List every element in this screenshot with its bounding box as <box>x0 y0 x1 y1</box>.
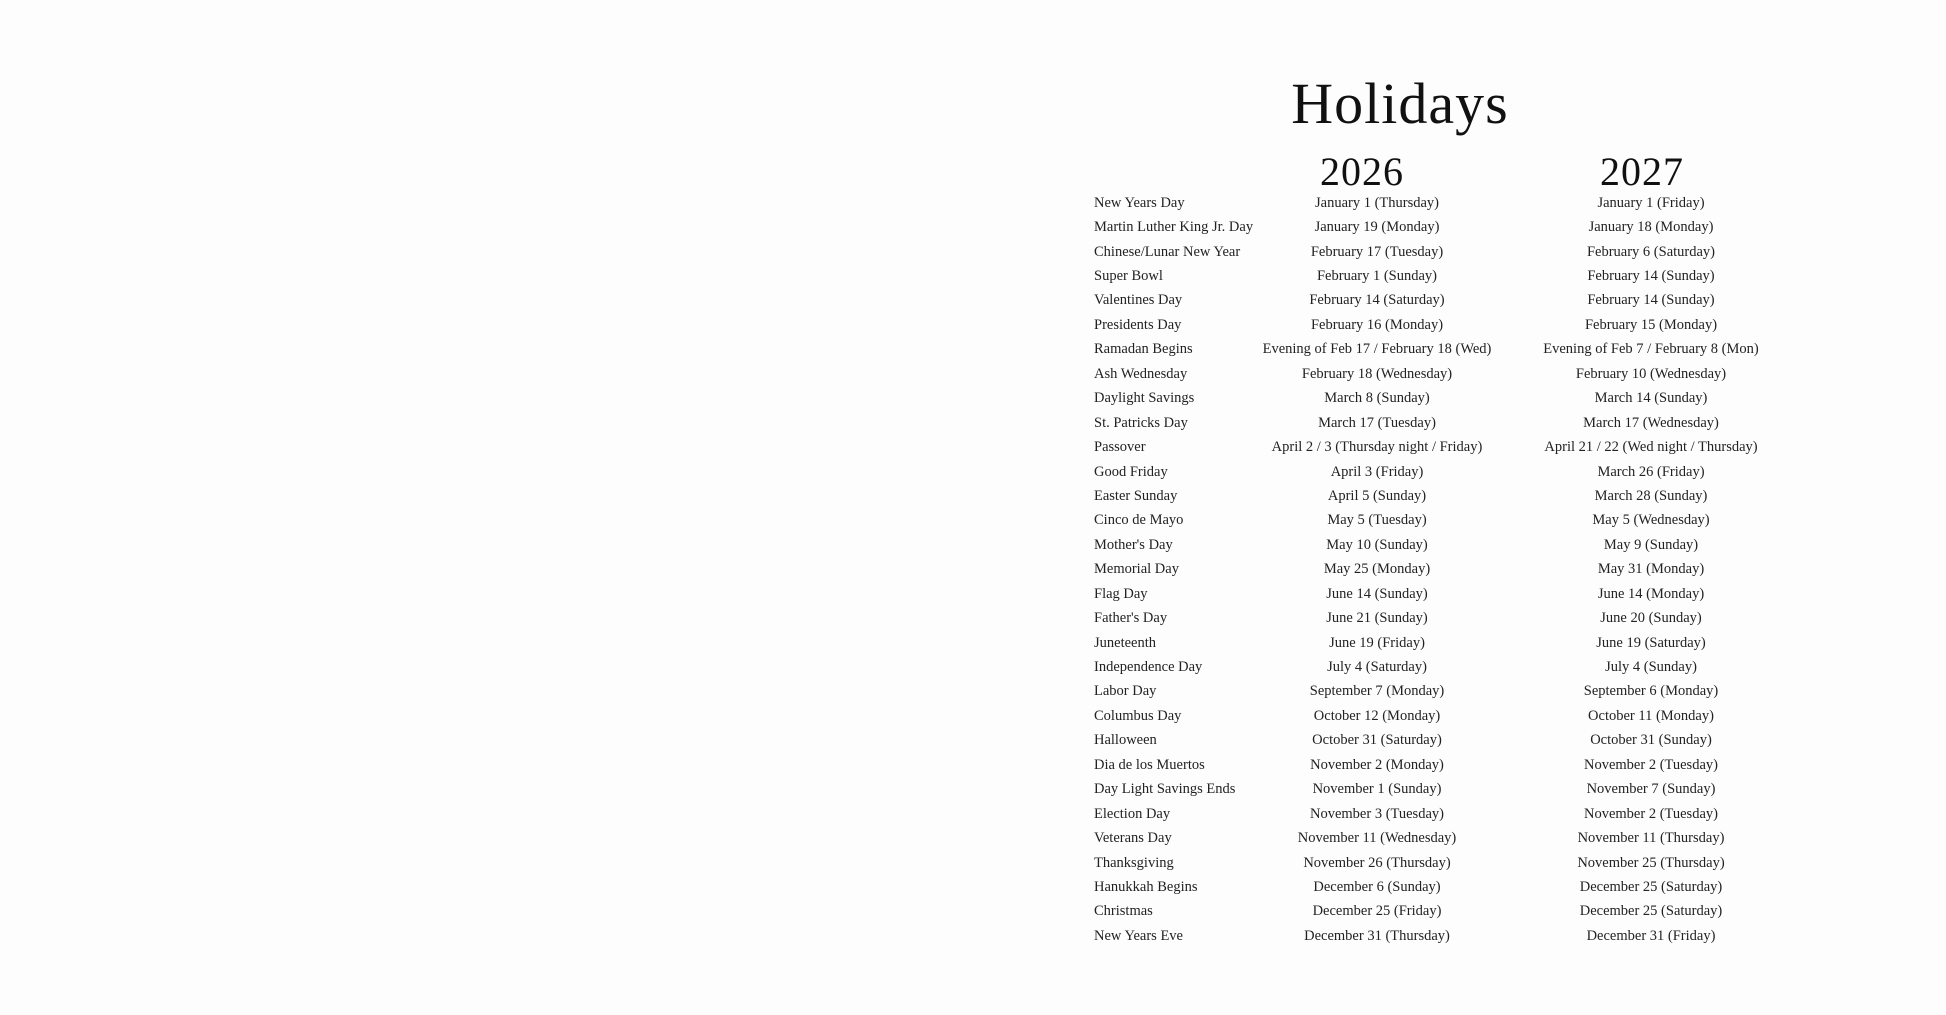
holiday-name: Chinese/Lunar New Year <box>1094 243 1241 260</box>
holiday-name: Memorial Day <box>1094 561 1179 578</box>
holiday-row <box>1094 826 1794 850</box>
holiday-name: Passover <box>1094 439 1146 456</box>
holiday-row <box>1094 778 1794 802</box>
holiday-date-2027: October 31 (Sunday) <box>1590 732 1712 749</box>
holiday-name: Thanksgiving <box>1094 854 1174 871</box>
holiday-date-2026: June 14 (Sunday) <box>1326 585 1428 602</box>
holiday-date-2027: February 10 (Wednesday) <box>1575 365 1727 382</box>
holiday-name: Martin Luther King Jr. Day <box>1094 219 1254 236</box>
holiday-row <box>1094 411 1794 435</box>
holiday-row <box>1094 338 1794 362</box>
holiday-date-2027: January 18 (Monday) <box>1588 219 1714 236</box>
holiday-date-2026: February 14 (Saturday) <box>1309 292 1445 309</box>
holiday-row <box>1094 631 1794 655</box>
holiday-row <box>1094 264 1794 288</box>
holiday-name: Halloween <box>1094 732 1157 749</box>
holiday-date-2027: June 20 (Sunday) <box>1600 610 1702 627</box>
holiday-row <box>1094 900 1794 924</box>
holiday-date-2027: November 7 (Sunday) <box>1586 781 1716 798</box>
holiday-date-2027: February 14 (Sunday) <box>1587 292 1715 309</box>
holiday-name: Valentines Day <box>1094 292 1183 309</box>
holiday-row <box>1094 533 1794 557</box>
holiday-name: Ramadan Begins <box>1094 341 1193 358</box>
page-title: Holidays <box>1291 71 1509 136</box>
holiday-date-2027: March 26 (Friday) <box>1597 463 1705 480</box>
holiday-name: Ash Wednesday <box>1094 365 1188 382</box>
holiday-row <box>1094 802 1794 826</box>
holiday-row <box>1094 460 1794 484</box>
holiday-row <box>1094 313 1794 337</box>
holiday-date-2027: February 15 (Monday) <box>1584 316 1718 333</box>
holiday-name: Christmas <box>1094 903 1153 920</box>
holiday-date-2026: April 2 / 3 (Thursday night / Friday) <box>1271 439 1483 456</box>
holiday-row <box>1094 655 1794 679</box>
holiday-date-2027: Evening of Feb 7 / February 8 (Mon) <box>1543 341 1759 358</box>
holiday-name: Day Light Savings Ends <box>1094 781 1236 798</box>
holiday-date-2026: April 3 (Friday) <box>1330 463 1424 480</box>
holiday-date-2026: November 2 (Monday) <box>1310 756 1444 773</box>
holiday-date-2027: November 11 (Thursday) <box>1577 830 1725 847</box>
holiday-name: Super Bowl <box>1094 268 1163 285</box>
holiday-row <box>1094 191 1794 215</box>
holiday-date-2026: November 26 (Thursday) <box>1303 854 1451 871</box>
holiday-date-2026: April 5 (Sunday) <box>1327 487 1427 504</box>
holiday-date-2027: May 31 (Monday) <box>1597 561 1705 578</box>
holiday-date-2026: May 5 (Tuesday) <box>1327 512 1427 529</box>
holiday-date-2026: May 10 (Sunday) <box>1326 536 1428 553</box>
holiday-date-2026: September 7 (Monday) <box>1309 683 1445 700</box>
holiday-date-2026: November 3 (Tuesday) <box>1310 805 1444 822</box>
holiday-name: Labor Day <box>1094 683 1157 700</box>
holiday-row <box>1094 582 1794 606</box>
holiday-row <box>1094 875 1794 899</box>
holiday-row <box>1094 289 1794 313</box>
holiday-row <box>1094 704 1794 728</box>
holiday-date-2026: June 19 (Friday) <box>1329 634 1425 651</box>
holiday-name: Cinco de Mayo <box>1094 512 1184 529</box>
holiday-date-2026: February 16 (Monday) <box>1310 316 1444 333</box>
holiday-name: Election Day <box>1094 805 1171 822</box>
holiday-name: Mother's Day <box>1094 536 1173 553</box>
holiday-name: Veterans Day <box>1094 830 1172 847</box>
holiday-name: Dia de los Muertos <box>1094 756 1205 773</box>
holiday-date-2027: November 2 (Tuesday) <box>1584 805 1718 822</box>
holiday-date-2026: November 11 (Wednesday) <box>1297 830 1457 847</box>
holiday-date-2026: February 17 (Tuesday) <box>1310 243 1444 260</box>
holiday-date-2026: October 31 (Saturday) <box>1312 732 1442 749</box>
holiday-date-2027: March 28 (Sunday) <box>1594 487 1708 504</box>
holiday-date-2027: December 25 (Saturday) <box>1579 903 1723 920</box>
holiday-row <box>1094 680 1794 704</box>
year-heading-2026: 2026 <box>1320 149 1404 194</box>
holiday-date-2026: Evening of Feb 17 / February 18 (Wed) <box>1262 341 1492 358</box>
holiday-date-2026: May 25 (Monday) <box>1323 561 1431 578</box>
holiday-date-2027: June 14 (Monday) <box>1597 585 1705 602</box>
holiday-date-2027: December 25 (Saturday) <box>1579 878 1723 895</box>
holiday-date-2026: February 18 (Wednesday) <box>1301 365 1453 382</box>
holiday-date-2027: November 2 (Tuesday) <box>1584 756 1718 773</box>
holiday-date-2027: April 21 / 22 (Wed night / Thursday) <box>1544 439 1758 456</box>
holiday-date-2027: December 31 (Friday) <box>1586 927 1716 944</box>
holiday-date-2027: May 5 (Wednesday) <box>1592 512 1710 529</box>
holiday-row <box>1094 240 1794 264</box>
holiday-date-2027: November 25 (Thursday) <box>1577 854 1725 871</box>
holiday-table <box>1094 191 1794 949</box>
holiday-name: Independence Day <box>1094 659 1203 676</box>
holiday-name: Juneteenth <box>1094 634 1157 651</box>
holiday-name: Flag Day <box>1094 585 1148 602</box>
holiday-date-2027: October 11 (Monday) <box>1588 707 1714 724</box>
holiday-date-2027: May 9 (Sunday) <box>1603 536 1699 553</box>
holiday-name: Father's Day <box>1094 610 1168 627</box>
holiday-name: Daylight Savings <box>1094 390 1195 407</box>
holiday-row <box>1094 387 1794 411</box>
holiday-row <box>1094 606 1794 630</box>
holiday-date-2026: March 8 (Sunday) <box>1324 390 1430 407</box>
holiday-name: New Years Eve <box>1094 927 1183 944</box>
holiday-date-2026: October 12 (Monday) <box>1313 707 1441 724</box>
holiday-date-2027: January 1 (Friday) <box>1597 194 1705 211</box>
holiday-row <box>1094 509 1794 533</box>
holiday-date-2027: September 6 (Monday) <box>1583 683 1719 700</box>
holiday-name: Hanukkah Begins <box>1094 878 1198 895</box>
holiday-date-2026: December 31 (Thursday) <box>1304 927 1450 944</box>
holiday-date-2026: November 1 (Sunday) <box>1312 781 1442 798</box>
holiday-name: Good Friday <box>1094 463 1168 480</box>
holiday-row <box>1094 924 1794 948</box>
holiday-name: Easter Sunday <box>1094 487 1178 504</box>
holiday-date-2027: March 14 (Sunday) <box>1594 390 1708 407</box>
holiday-row <box>1094 558 1794 582</box>
holiday-name: St. Patricks Day <box>1094 414 1188 431</box>
holiday-date-2027: June 19 (Saturday) <box>1596 634 1706 651</box>
holiday-date-2026: July 4 (Saturday) <box>1327 659 1427 676</box>
holiday-row <box>1094 729 1794 753</box>
holiday-date-2026: June 21 (Sunday) <box>1326 610 1428 627</box>
holiday-row <box>1094 215 1794 239</box>
holiday-date-2026: December 25 (Friday) <box>1312 903 1442 920</box>
holiday-name: Columbus Day <box>1094 707 1182 724</box>
holiday-date-2027: February 6 (Saturday) <box>1586 243 1716 260</box>
holiday-date-2026: December 6 (Sunday) <box>1313 878 1441 895</box>
holiday-date-2026: January 19 (Monday) <box>1314 219 1440 236</box>
holiday-row <box>1094 851 1794 875</box>
holiday-row <box>1094 484 1794 508</box>
holiday-date-2026: January 1 (Thursday) <box>1314 194 1439 211</box>
holiday-date-2026: March 17 (Tuesday) <box>1318 414 1436 431</box>
holiday-date-2027: February 14 (Sunday) <box>1587 268 1715 285</box>
holiday-date-2027: July 4 (Sunday) <box>1605 659 1697 676</box>
year-heading-2027: 2027 <box>1600 149 1684 194</box>
holiday-row <box>1094 362 1794 386</box>
holiday-name: New Years Day <box>1094 194 1185 211</box>
holiday-row <box>1094 753 1794 777</box>
holiday-date-2026: February 1 (Sunday) <box>1316 268 1437 285</box>
holiday-name: Presidents Day <box>1094 316 1182 333</box>
holiday-date-2027: March 17 (Wednesday) <box>1583 414 1719 431</box>
holiday-row <box>1094 435 1794 459</box>
